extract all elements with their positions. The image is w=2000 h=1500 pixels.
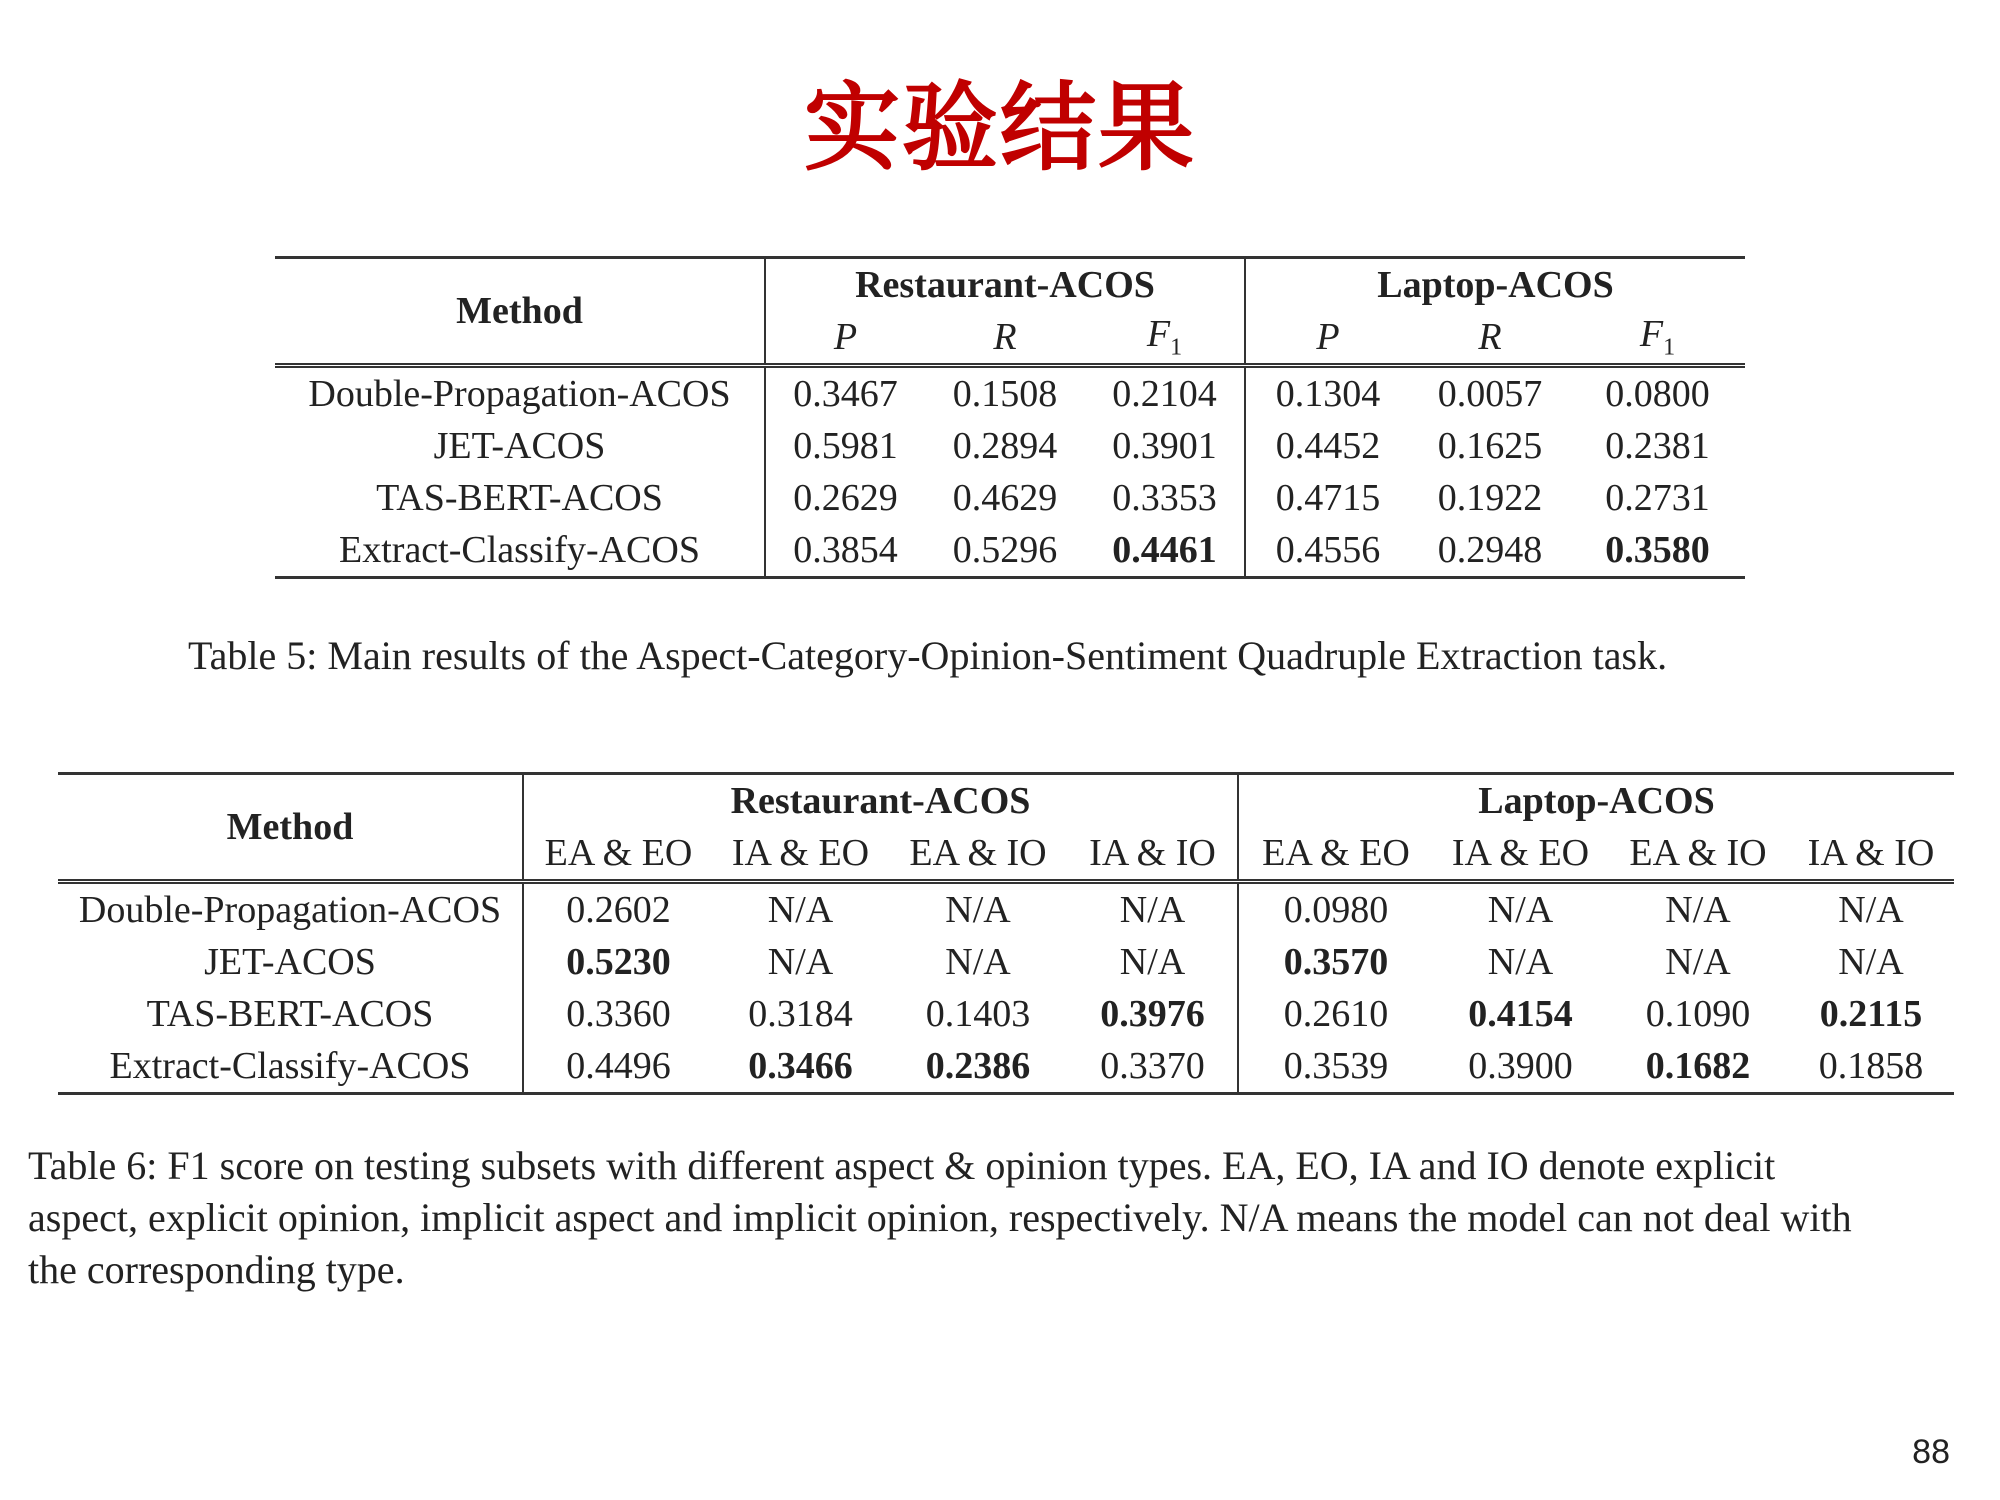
cell: 0.3467 xyxy=(765,366,925,421)
slide-title: 实验结果 xyxy=(804,72,1196,184)
caption-line: the corresponding type. xyxy=(28,1247,405,1292)
cell: N/A xyxy=(1665,941,1731,983)
subset-header: EA & IO xyxy=(909,832,1047,874)
cell-best: 0.3466 xyxy=(713,1040,888,1094)
cell: 0.3370 xyxy=(1068,1040,1238,1094)
metric-header-p: P xyxy=(1245,311,1410,366)
cell-best: 0.4461 xyxy=(1085,524,1245,578)
table-row xyxy=(275,524,1745,578)
subset-header: EA & EO xyxy=(1238,827,1433,882)
cell: 0.3539 xyxy=(1238,1040,1433,1094)
table-row xyxy=(58,1040,1954,1094)
caption-line: aspect, explicit opinion, implicit aspect and implicit opinion, respectively. N/A means the model can not deal with xyxy=(28,1195,1852,1240)
cell: 0.2104 xyxy=(1085,366,1245,421)
cell: 0.4452 xyxy=(1245,420,1410,472)
cell: N/A xyxy=(1487,941,1554,983)
cell: 0.4556 xyxy=(1245,524,1410,578)
method-name: Double-Propagation-ACOS xyxy=(58,882,523,937)
method-name: JET-ACOS xyxy=(433,425,606,467)
cell: 0.1625 xyxy=(1437,425,1543,467)
cell: N/A xyxy=(888,882,1068,937)
cell: N/A xyxy=(1838,941,1904,983)
subset-header: IA & IO xyxy=(1089,832,1216,874)
cell: N/A xyxy=(945,941,1011,983)
table-row xyxy=(58,882,1954,937)
cell: 0.1508 xyxy=(925,366,1085,421)
cell: 0.3184 xyxy=(748,993,853,1035)
cell: 0.2602 xyxy=(523,882,713,937)
subset-header: IA & EO xyxy=(1451,832,1590,874)
cell: N/A xyxy=(713,882,888,937)
cell-best: 0.3976 xyxy=(1100,993,1205,1035)
cell: 0.1922 xyxy=(1437,477,1543,519)
cell-best: 0.5230 xyxy=(523,936,713,988)
subset-header: IA & EO xyxy=(731,832,870,874)
cell: 0.4629 xyxy=(952,477,1058,519)
cell: N/A xyxy=(1788,882,1954,937)
cell-best: 0.1682 xyxy=(1608,1040,1788,1094)
method-name: TAS-BERT-ACOS xyxy=(146,993,434,1035)
group-header-restaurant: Restaurant-ACOS xyxy=(765,258,1245,312)
metric-header-r: R xyxy=(993,316,1017,358)
cell: 0.2610 xyxy=(1238,988,1433,1040)
cell: 0.3900 xyxy=(1433,1040,1608,1094)
cell: N/A xyxy=(1068,882,1238,937)
metric-header-f1: $F_1$ xyxy=(1639,313,1676,361)
cell: 0.3854 xyxy=(765,524,925,578)
cell-best: 0.2115 xyxy=(1819,993,1923,1035)
method-name: Extract-Classify-ACOS xyxy=(275,524,765,578)
cell: 0.0980 xyxy=(1238,882,1433,937)
table-row xyxy=(58,988,1954,1040)
cell: N/A xyxy=(767,941,834,983)
table-5-caption: Table 5: Main results of the Aspect-Category-Opinion-Sentiment Quadruple Extraction task. xyxy=(188,633,1668,678)
cell: 0.1090 xyxy=(1645,993,1751,1035)
method-name: JET-ACOS xyxy=(204,941,376,983)
metric-header-p: P xyxy=(765,311,925,366)
page-number: 88 xyxy=(1912,1433,1950,1471)
cell: 0.2948 xyxy=(1410,524,1570,578)
cell: 0.2731 xyxy=(1605,477,1710,519)
caption-line: Table 6: F1 score on testing subsets with different aspect & opinion types. EA, EO, IA and IO denote explicit xyxy=(28,1143,1776,1188)
metric-header-f1: $F_1$ xyxy=(1146,313,1183,361)
cell-best: 0.4154 xyxy=(1468,993,1573,1035)
subset-header: IA & IO xyxy=(1807,832,1935,874)
cell: 0.0057 xyxy=(1410,366,1570,421)
method-name: Double-Propagation-ACOS xyxy=(275,366,765,421)
method-header: Method xyxy=(275,258,765,366)
group-header-restaurant: Restaurant-ACOS xyxy=(523,774,1238,828)
cell: 0.3360 xyxy=(523,988,713,1040)
cell: 0.2381 xyxy=(1605,425,1710,467)
cell-best: 0.2386 xyxy=(888,1040,1068,1094)
subset-header: EA & EO xyxy=(523,827,713,882)
cell: N/A xyxy=(1608,882,1788,937)
cell-best: 0.3580 xyxy=(1570,524,1745,578)
group-header-laptop: Laptop-ACOS xyxy=(1245,258,1745,312)
cell: 0.4715 xyxy=(1245,472,1410,524)
cell: 0.3353 xyxy=(1112,477,1217,519)
method-name: TAS-BERT-ACOS xyxy=(376,477,663,519)
table-row xyxy=(275,420,1745,472)
cell: 0.1304 xyxy=(1245,366,1410,421)
cell-best: 0.3570 xyxy=(1238,936,1433,988)
cell: 0.2629 xyxy=(765,472,925,524)
method-header: Method xyxy=(58,774,523,882)
results-table-5 xyxy=(275,256,1745,579)
subset-header: EA & IO xyxy=(1629,832,1767,874)
cell: 0.0800 xyxy=(1570,366,1745,421)
cell: 0.1403 xyxy=(925,993,1031,1035)
table-row xyxy=(275,366,1745,421)
cell: 0.1858 xyxy=(1788,1040,1954,1094)
cell: 0.5981 xyxy=(765,420,925,472)
cell: 0.4496 xyxy=(523,1040,713,1094)
cell: 0.2894 xyxy=(952,425,1058,467)
cell: 0.3901 xyxy=(1112,425,1217,467)
metric-header-r: R xyxy=(1478,316,1502,358)
group-header-laptop: Laptop-ACOS xyxy=(1238,774,1954,828)
cell: N/A xyxy=(1119,941,1186,983)
cell: 0.5296 xyxy=(925,524,1085,578)
cell: N/A xyxy=(1433,882,1608,937)
method-name: Extract-Classify-ACOS xyxy=(58,1040,523,1094)
table-6-caption xyxy=(28,1140,1988,1296)
table-row xyxy=(275,472,1745,524)
table-row xyxy=(58,936,1954,988)
results-table-6 xyxy=(58,772,1954,1095)
